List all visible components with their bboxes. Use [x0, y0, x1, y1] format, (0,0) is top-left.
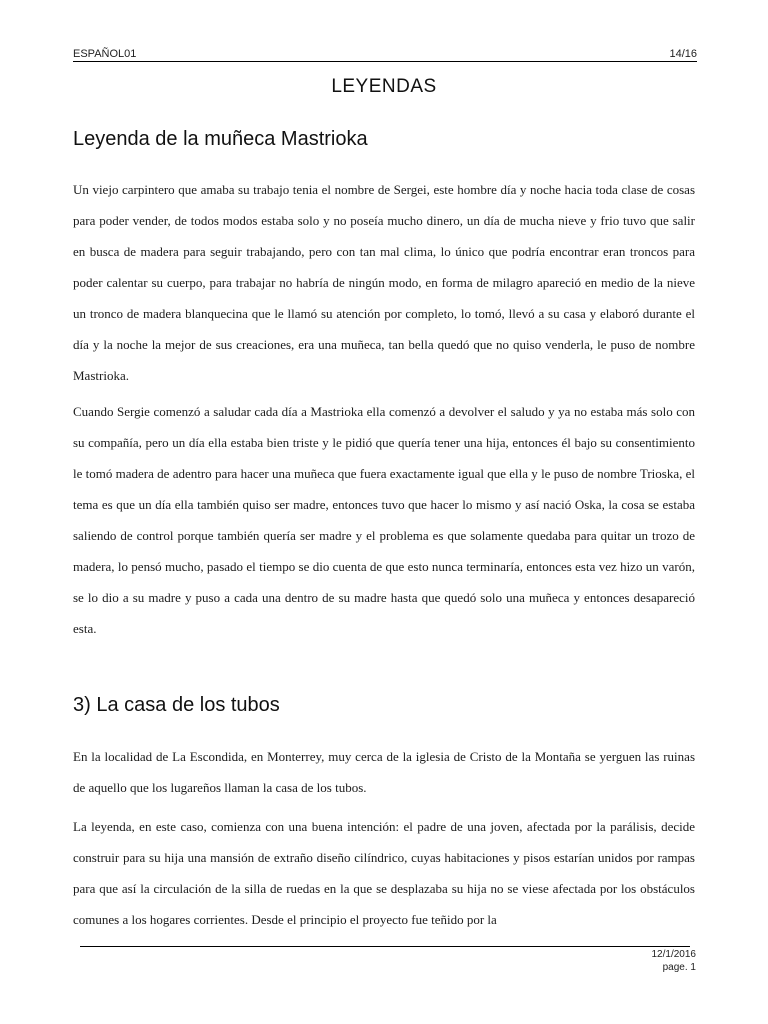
- section-heading-casa-tubos: 3) La casa de los tubos: [73, 694, 280, 716]
- footer-date: 12/1/2016: [651, 949, 696, 960]
- page-footer: [652, 948, 697, 974]
- footer-divider: [80, 946, 690, 947]
- paragraph: En la localidad de La Escondida, en Monterrey, muy cerca de la iglesia de Cristo de la Montaña se yerguen las ruinas de aquello que los lugareños llaman la casa de los tubos.: [73, 749, 695, 795]
- document-title: LEYENDAS: [331, 76, 437, 97]
- page-header: [73, 40, 697, 60]
- doc-code: ESPAÑOL01: [73, 48, 137, 60]
- paragraph: Cuando Sergie comenzó a saludar cada día a Mastrioka ella comenzó a devolver el saludo y ya no estaba más solo con su compañía, pero un día ella estaba bien triste y le pidió que quería tener una hija, entonces él bajo su consentimiento le tomó madera de adentro para hacer una muñeca que fuera exactamente igual que ella y le puso de nombre Trioska, el tema es que un día ella también quiso ser madre, entonces tuvo que hacer lo mismo y así nació Oska, la cosa se estaba saliendo de control porque también quería ser madre y el problema es que solamente quedaba para quitar un trozo de madera, lo pensó mucho, pasado el tiempo se dio cuenta de que esto nunca terminaría, entonces esta vez hizo un varón, se lo dio a su madre y puso a cada una dentro de su madre hasta que quedó solo una muñeca y entonces desapareció esta.: [73, 404, 695, 636]
- paragraph: La leyenda, en este caso, comienza con una buena intención: el padre de una joven, afectada por la parálisis, decide construir para su hija una mansión de extraño diseño cilíndrico, cuyas habitaciones y pisos estarían unidos por rampas para que así la circulación de la silla de ruedas en la que se desplazaba su hija no se viese afectada por los obstáculos comunes a los hogares corrientes. Desde el principio el proyecto fue teñido por la: [73, 819, 695, 927]
- footer-page-number: page. 1: [662, 962, 696, 973]
- page-count: 14/16: [669, 48, 697, 60]
- paragraph: Un viejo carpintero que amaba su trabajo tenia el nombre de Sergei, este hombre día y noche hacia toda clase de cosas para poder vender, de todos modos estaba solo y no poseía mucho dinero, un día de mucha nieve y frio tuvo que salir en busca de madera para seguir trabajando, pero con tan mal clima, lo único que podría encontrar eran troncos para poder calentar su cuerpo, para trabajar no habría de ningún modo, en forma de milagro apareció en medio de la nieve un tronco de madera blanquecina que le llamó su atención por completo, lo tomó, llevó a su casa y elaboró durante el día y la noche la mejor de sus creaciones, era una muñeca, tan bella quedó que no quiso venderla, le puso de nombre Mastrioka.: [73, 182, 695, 383]
- section-heading-mastrioka: Leyenda de la muñeca Mastrioka: [73, 128, 368, 150]
- header-divider: [73, 61, 697, 62]
